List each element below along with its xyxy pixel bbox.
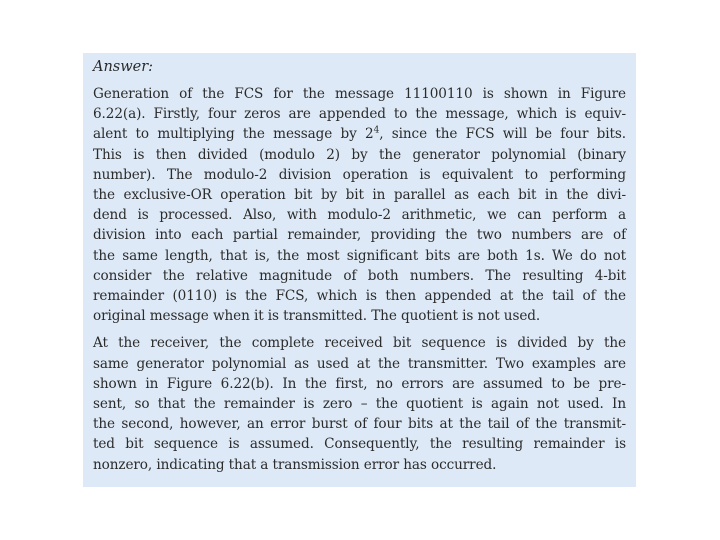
exponent: 4 [373,125,380,136]
text-line: shown in Figure 6.22(b). In the first, no errors are assumed to be pre- [93,375,626,392]
answer-heading: Answer: [93,59,154,75]
text-line-part: alent to multiplying the message by 2 [93,126,374,143]
paragraph-receiver [93,333,626,474]
text-line: consider the relative magnitude of both numbers. The resulting 4-bit [93,267,626,284]
text-line: At the receiver, the complete received bit sequence is divided by the [93,335,626,352]
text-line: nonzero, indicating that a transmission error has occurred. [93,456,497,473]
text-line: remainder (0110) is the FCS, which is then appended at the tail of the [93,288,626,305]
text-line: dend is processed. Also, with modulo-2 arithmetic, we can perform a [93,207,626,224]
text-line-part: , since the FCS will be four bits. [379,126,626,143]
text-line: sent, so that the remainder is zero – the quotient is again not used. In [93,396,626,413]
text-line: division into each partial remainder, providing the two numbers are of [93,227,626,244]
paragraph-spacer [93,326,626,333]
text-line: the exclusive-OR operation bit by bit in parallel as each bit in the divi- [93,187,626,204]
paragraph-fcs-generation [93,84,626,326]
text-line: the same length, that is, the most significant bits are both 1s. We do not [93,247,626,264]
answer-box [83,53,636,487]
text-line: original message when it is transmitted. The quotient is not used. [93,308,541,325]
text-line: 6.22(a). Firstly, four zeros are appended to the message, which is equiv- [93,106,626,123]
text-line: ted bit sequence is assumed. Consequently, the resulting remainder is [93,436,626,453]
text-line: same generator polynomial as used at the transmitter. Two examples are [93,355,626,372]
text-line: Generation of the FCS for the message 11100110 is shown in Figure [93,86,626,102]
text-line: number). The modulo-2 division operation is equivalent to performing [93,166,626,183]
text-line-with-exponent [93,124,626,144]
text-line: the second, however, an error burst of four bits at the tail of the transmit- [93,416,626,433]
text-line: This is then divided (modulo 2) by the generator polynomial (binary [93,146,626,163]
